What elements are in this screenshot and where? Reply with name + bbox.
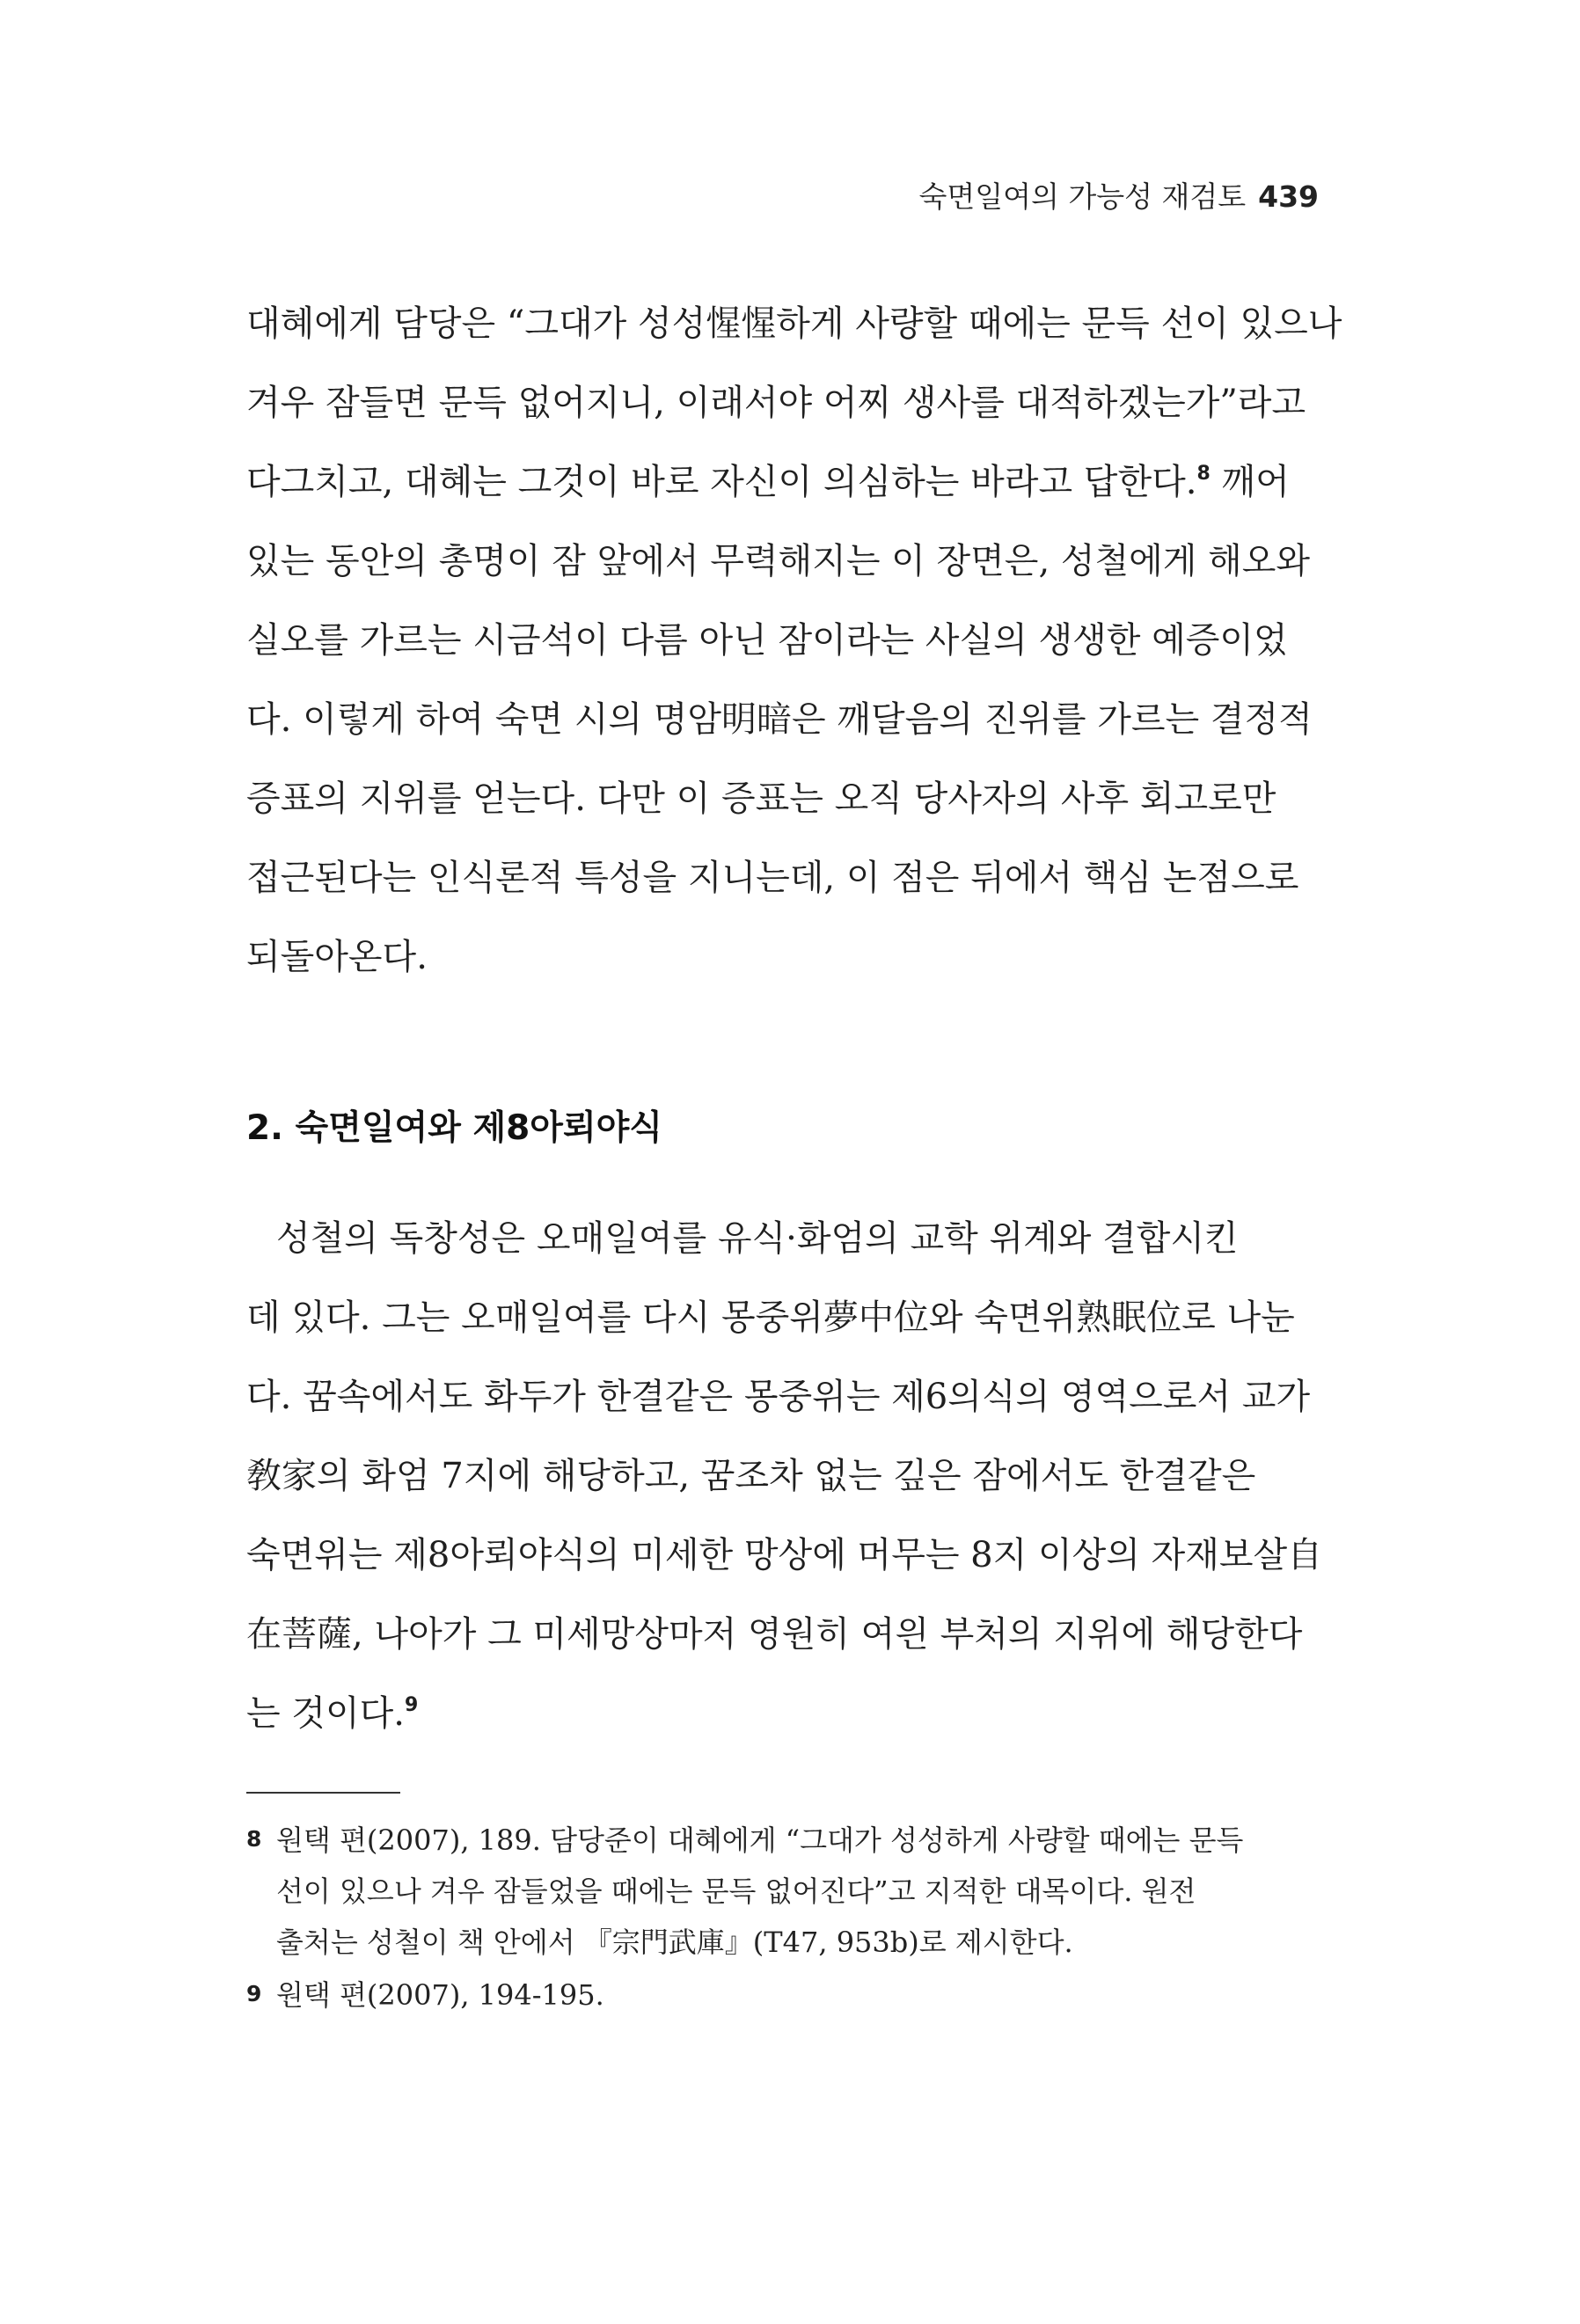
running-head xyxy=(918,174,1319,216)
footnote-divider xyxy=(246,1792,400,1794)
footnote-line: 원택 편(2007), 189. 담당준이 대혜에게 “그대가 성성하게 사량할 때에는 문득 xyxy=(276,1823,1244,1857)
page-number: 439 xyxy=(1258,179,1319,214)
footnote-8 xyxy=(246,1815,1328,1968)
paragraph-line: 실오를 가르는 시금석이 다름 아닌 잠이라는 사실의 생생한 예증이었 xyxy=(246,620,1288,661)
footnote-reference-9[interactable]: 9 xyxy=(405,1694,419,1716)
paragraph-line-text: 다그치고, 대혜는 그것이 바로 자신이 의심하는 바라고 답한다. xyxy=(246,462,1197,502)
paragraph-1 xyxy=(246,284,1342,997)
paragraph-line: 증표의 지위를 얻는다. 다만 이 증표는 오직 당사자의 사후 회고로만 xyxy=(246,778,1276,819)
paragraph-line: 在菩薩, 나아가 그 미세망상마저 영원히 여읜 부처의 지위에 해당한다 xyxy=(246,1614,1303,1655)
paragraph-line xyxy=(246,1674,1324,1753)
running-head-title: 숙면일여의 가능성 재검토 xyxy=(918,179,1247,214)
paragraph-line-text: 는 것이다. xyxy=(246,1693,405,1734)
footnote-9 xyxy=(246,1970,1328,2021)
footnote-line: 선이 있으나 겨우 잠들었을 때에는 문득 없어진다”고 지적한 대목이다. 원전 xyxy=(276,1875,1196,1908)
paragraph-line: 되돌아온다. xyxy=(246,937,428,977)
footnote-reference-8[interactable]: 8 xyxy=(1196,463,1211,485)
paragraph-2 xyxy=(246,1199,1324,1753)
section-heading: 2. 숙면일여와 제8아뢰야식 xyxy=(246,1108,662,1148)
paragraph-line: 敎家의 화엄 7지에 해당하고, 꿈조차 없는 깊은 잠에서도 한결같은 xyxy=(246,1456,1256,1496)
paragraph-line: 대혜에게 담당은 “그대가 성성惺惺하게 사량할 때에는 문득 선이 있으나 xyxy=(246,303,1342,344)
footnote-number: 9 xyxy=(246,1981,262,2006)
paragraph-line: 데 있다. 그는 오매일여를 다시 몽중위夢中位와 숙면위熟眠位로 나눈 xyxy=(246,1297,1295,1338)
paragraph-line xyxy=(246,442,1324,522)
paragraph-line: 있는 동안의 총명이 잠 앞에서 무력해지는 이 장면은, 성철에게 해오와 xyxy=(246,541,1311,581)
paragraph-line: 숙면위는 제8아뢰야식의 미세한 망상에 머무는 8지 이상의 자재보살自 xyxy=(246,1535,1323,1575)
footnote-line: 출처는 성철이 책 안에서 『宗門武庫』(T47, 953b)로 제시한다. xyxy=(276,1926,1073,1959)
paragraph-line: 접근된다는 인식론적 특성을 지니는데, 이 점은 뒤에서 핵심 논점으로 xyxy=(246,858,1299,898)
paragraph-line: 다. 이렇게 하여 숙면 시의 명암明暗은 깨달음의 진위를 가르는 결정적 xyxy=(246,699,1313,740)
paragraph-line-tail: 깨어 xyxy=(1210,462,1290,502)
paragraph-line: 겨우 잠들면 문득 없어지니, 이래서야 어찌 생사를 대적하겠는가”라고 xyxy=(246,383,1306,423)
paragraph-line: 성철의 독창성은 오매일여를 유식·화엄의 교학 위계와 결합시킨 xyxy=(276,1218,1239,1259)
paragraph-line: 다. 꿈속에서도 화두가 한결같은 몽중위는 제6의식의 영역으로서 교가 xyxy=(246,1377,1311,1417)
footnote-number: 8 xyxy=(246,1826,262,1852)
footnotes xyxy=(246,1815,1328,2022)
footnote-line: 원택 편(2007), 194-195. xyxy=(276,1978,604,2012)
